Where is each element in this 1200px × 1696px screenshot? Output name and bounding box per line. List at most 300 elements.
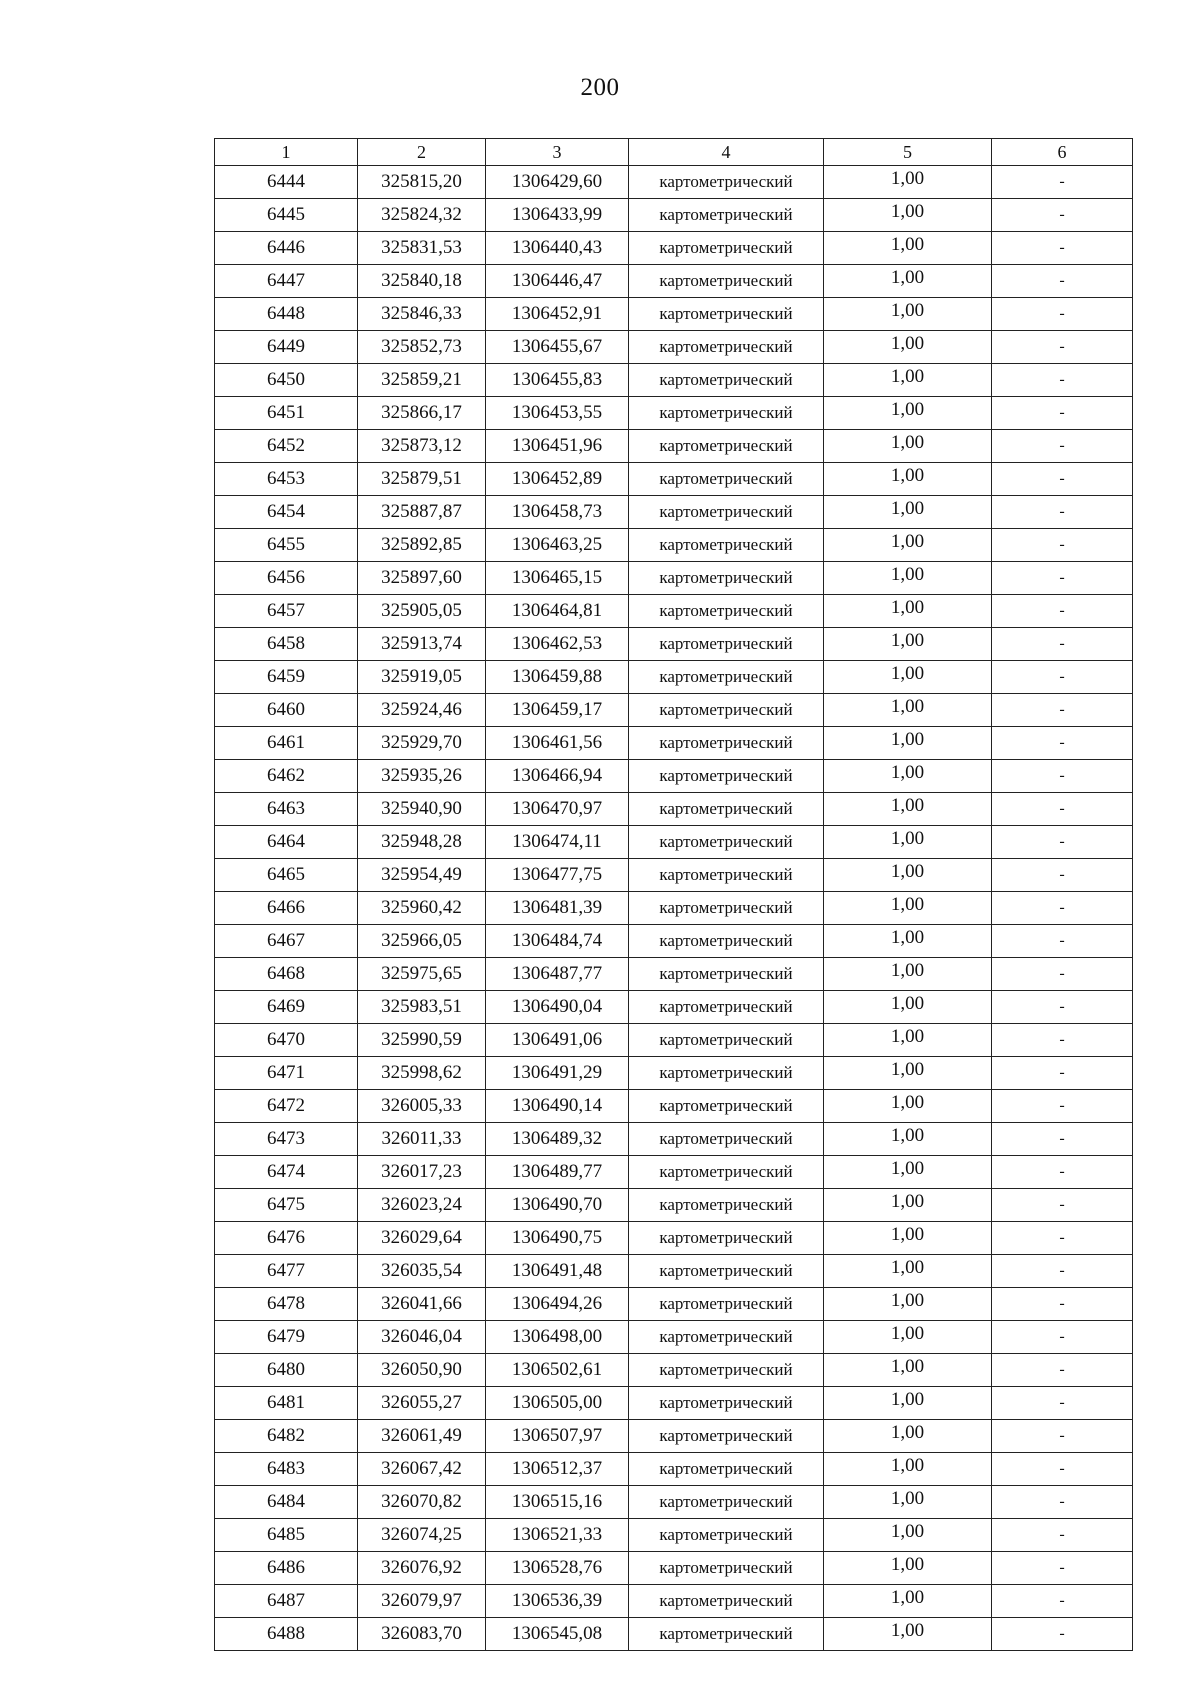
x-coordinate-cell: 325873,12: [358, 430, 486, 463]
y-coordinate-cell: 1306440,43: [486, 232, 629, 265]
point-number-cell: 6451: [215, 397, 358, 430]
extra-cell: -: [992, 1519, 1133, 1552]
y-coordinate-cell: 1306465,15: [486, 562, 629, 595]
method-cell: картометрический: [629, 1585, 824, 1618]
extra-cell: -: [992, 1189, 1133, 1222]
method-cell: картометрический: [629, 1420, 824, 1453]
table-row: [215, 793, 1133, 826]
accuracy-cell: 1,00: [824, 1321, 992, 1354]
accuracy-cell: 1,00: [824, 760, 992, 793]
method-cell: картометрический: [629, 331, 824, 364]
x-coordinate-cell: 326041,66: [358, 1288, 486, 1321]
extra-cell: -: [992, 364, 1133, 397]
accuracy-cell: 1,00: [824, 265, 992, 298]
y-coordinate-cell: 1306429,60: [486, 166, 629, 199]
accuracy-cell: 1,00: [824, 1123, 992, 1156]
method-cell: картометрический: [629, 463, 824, 496]
x-coordinate-cell: 326029,64: [358, 1222, 486, 1255]
method-cell: картометрический: [629, 694, 824, 727]
accuracy-cell: 1,00: [824, 595, 992, 628]
y-coordinate-cell: 1306463,25: [486, 529, 629, 562]
method-cell: картометрический: [629, 958, 824, 991]
table-row: [215, 529, 1133, 562]
x-coordinate-cell: 325846,33: [358, 298, 486, 331]
point-number-cell: 6474: [215, 1156, 358, 1189]
table-header: [215, 139, 1133, 166]
method-cell: картометрический: [629, 1024, 824, 1057]
x-coordinate-cell: 326035,54: [358, 1255, 486, 1288]
method-cell: картометрический: [629, 727, 824, 760]
y-coordinate-cell: 1306455,67: [486, 331, 629, 364]
accuracy-cell: 1,00: [824, 958, 992, 991]
method-cell: картометрический: [629, 1486, 824, 1519]
accuracy-cell: 1,00: [824, 1024, 992, 1057]
table-row: [215, 1387, 1133, 1420]
point-number-cell: 6447: [215, 265, 358, 298]
accuracy-cell: 1,00: [824, 397, 992, 430]
table-row: [215, 595, 1133, 628]
x-coordinate-cell: 325913,74: [358, 628, 486, 661]
method-cell: картометрический: [629, 1387, 824, 1420]
method-cell: картометрический: [629, 166, 824, 199]
point-number-cell: 6449: [215, 331, 358, 364]
point-number-cell: 6455: [215, 529, 358, 562]
extra-cell: -: [992, 628, 1133, 661]
y-coordinate-cell: 1306464,81: [486, 595, 629, 628]
point-number-cell: 6487: [215, 1585, 358, 1618]
table-row: [215, 925, 1133, 958]
x-coordinate-cell: 325859,21: [358, 364, 486, 397]
x-coordinate-cell: 326050,90: [358, 1354, 486, 1387]
table-row: [215, 496, 1133, 529]
method-cell: картометрический: [629, 793, 824, 826]
extra-cell: -: [992, 1156, 1133, 1189]
y-coordinate-cell: 1306470,97: [486, 793, 629, 826]
accuracy-cell: 1,00: [824, 529, 992, 562]
x-coordinate-cell: 325815,20: [358, 166, 486, 199]
accuracy-cell: 1,00: [824, 1189, 992, 1222]
accuracy-cell: 1,00: [824, 925, 992, 958]
table-row: [215, 199, 1133, 232]
x-coordinate-cell: 325990,59: [358, 1024, 486, 1057]
accuracy-cell: 1,00: [824, 1156, 992, 1189]
column-header-3: 3: [486, 139, 629, 166]
accuracy-cell: 1,00: [824, 1519, 992, 1552]
accuracy-cell: 1,00: [824, 1387, 992, 1420]
y-coordinate-cell: 1306490,14: [486, 1090, 629, 1123]
method-cell: картометрический: [629, 1123, 824, 1156]
x-coordinate-cell: 325924,46: [358, 694, 486, 727]
x-coordinate-cell: 326011,33: [358, 1123, 486, 1156]
x-coordinate-cell: 326055,27: [358, 1387, 486, 1420]
method-cell: картометрический: [629, 496, 824, 529]
table-row: [215, 958, 1133, 991]
y-coordinate-cell: 1306462,53: [486, 628, 629, 661]
y-coordinate-cell: 1306487,77: [486, 958, 629, 991]
point-number-cell: 6475: [215, 1189, 358, 1222]
accuracy-cell: 1,00: [824, 1354, 992, 1387]
extra-cell: -: [992, 1123, 1133, 1156]
table-row: [215, 694, 1133, 727]
accuracy-cell: 1,00: [824, 430, 992, 463]
y-coordinate-cell: 1306481,39: [486, 892, 629, 925]
x-coordinate-cell: 326083,70: [358, 1618, 486, 1651]
accuracy-cell: 1,00: [824, 1486, 992, 1519]
point-number-cell: 6478: [215, 1288, 358, 1321]
method-cell: картометрический: [629, 1255, 824, 1288]
x-coordinate-cell: 325954,49: [358, 859, 486, 892]
point-number-cell: 6458: [215, 628, 358, 661]
extra-cell: -: [992, 199, 1133, 232]
x-coordinate-cell: 325940,90: [358, 793, 486, 826]
y-coordinate-cell: 1306452,89: [486, 463, 629, 496]
y-coordinate-cell: 1306451,96: [486, 430, 629, 463]
table-row: [215, 430, 1133, 463]
method-cell: картометрический: [629, 595, 824, 628]
accuracy-cell: 1,00: [824, 1585, 992, 1618]
table-row: [215, 661, 1133, 694]
x-coordinate-cell: 325919,05: [358, 661, 486, 694]
method-cell: картометрический: [629, 1156, 824, 1189]
x-coordinate-cell: 326017,23: [358, 1156, 486, 1189]
point-number-cell: 6448: [215, 298, 358, 331]
table-row: [215, 562, 1133, 595]
method-cell: картометрический: [629, 1354, 824, 1387]
table-row: [215, 364, 1133, 397]
table-row: [215, 397, 1133, 430]
extra-cell: -: [992, 727, 1133, 760]
column-header-5: 5: [824, 139, 992, 166]
extra-cell: -: [992, 958, 1133, 991]
extra-cell: -: [992, 661, 1133, 694]
point-number-cell: 6483: [215, 1453, 358, 1486]
extra-cell: -: [992, 430, 1133, 463]
accuracy-cell: 1,00: [824, 694, 992, 727]
y-coordinate-cell: 1306491,29: [486, 1057, 629, 1090]
accuracy-cell: 1,00: [824, 1618, 992, 1651]
point-number-cell: 6453: [215, 463, 358, 496]
y-coordinate-cell: 1306453,55: [486, 397, 629, 430]
table-row: [215, 1024, 1133, 1057]
x-coordinate-cell: 325975,65: [358, 958, 486, 991]
x-coordinate-cell: 325983,51: [358, 991, 486, 1024]
extra-cell: -: [992, 793, 1133, 826]
method-cell: картометрический: [629, 760, 824, 793]
extra-cell: -: [992, 1090, 1133, 1123]
accuracy-cell: 1,00: [824, 859, 992, 892]
extra-cell: -: [992, 331, 1133, 364]
table-row: [215, 760, 1133, 793]
accuracy-cell: 1,00: [824, 1453, 992, 1486]
point-number-cell: 6445: [215, 199, 358, 232]
accuracy-cell: 1,00: [824, 661, 992, 694]
point-number-cell: 6477: [215, 1255, 358, 1288]
y-coordinate-cell: 1306521,33: [486, 1519, 629, 1552]
x-coordinate-cell: 325840,18: [358, 265, 486, 298]
x-coordinate-cell: 325966,05: [358, 925, 486, 958]
table-row: [215, 892, 1133, 925]
accuracy-cell: 1,00: [824, 298, 992, 331]
accuracy-cell: 1,00: [824, 826, 992, 859]
accuracy-cell: 1,00: [824, 1222, 992, 1255]
y-coordinate-cell: 1306490,70: [486, 1189, 629, 1222]
method-cell: картометрический: [629, 1552, 824, 1585]
extra-cell: -: [992, 397, 1133, 430]
table-row: [215, 859, 1133, 892]
extra-cell: -: [992, 562, 1133, 595]
extra-cell: -: [992, 925, 1133, 958]
column-header-6: 6: [992, 139, 1133, 166]
point-number-cell: 6464: [215, 826, 358, 859]
y-coordinate-cell: 1306502,61: [486, 1354, 629, 1387]
table-row: [215, 1222, 1133, 1255]
extra-cell: -: [992, 760, 1133, 793]
point-number-cell: 6460: [215, 694, 358, 727]
accuracy-cell: 1,00: [824, 727, 992, 760]
table-row: [215, 727, 1133, 760]
extra-cell: -: [992, 1552, 1133, 1585]
method-cell: картометрический: [629, 1090, 824, 1123]
method-cell: картометрический: [629, 1453, 824, 1486]
x-coordinate-cell: 325852,73: [358, 331, 486, 364]
x-coordinate-cell: 325892,85: [358, 529, 486, 562]
extra-cell: -: [992, 1618, 1133, 1651]
table-row: [215, 1123, 1133, 1156]
method-cell: картометрический: [629, 562, 824, 595]
x-coordinate-cell: 326046,04: [358, 1321, 486, 1354]
extra-cell: -: [992, 1453, 1133, 1486]
point-number-cell: 6446: [215, 232, 358, 265]
point-number-cell: 6450: [215, 364, 358, 397]
method-cell: картометрический: [629, 1618, 824, 1651]
extra-cell: -: [992, 595, 1133, 628]
y-coordinate-cell: 1306477,75: [486, 859, 629, 892]
point-number-cell: 6479: [215, 1321, 358, 1354]
method-cell: картометрический: [629, 1189, 824, 1222]
method-cell: картометрический: [629, 529, 824, 562]
accuracy-cell: 1,00: [824, 166, 992, 199]
table-row: [215, 1618, 1133, 1651]
table-row: [215, 1552, 1133, 1585]
x-coordinate-cell: 325831,53: [358, 232, 486, 265]
method-cell: картометрический: [629, 661, 824, 694]
accuracy-cell: 1,00: [824, 1420, 992, 1453]
table-row: [215, 1189, 1133, 1222]
x-coordinate-cell: 325879,51: [358, 463, 486, 496]
extra-cell: -: [992, 859, 1133, 892]
y-coordinate-cell: 1306446,47: [486, 265, 629, 298]
table-row: [215, 1420, 1133, 1453]
extra-cell: -: [992, 496, 1133, 529]
y-coordinate-cell: 1306536,39: [486, 1585, 629, 1618]
table-row: [215, 331, 1133, 364]
y-coordinate-cell: 1306484,74: [486, 925, 629, 958]
accuracy-cell: 1,00: [824, 199, 992, 232]
accuracy-cell: 1,00: [824, 1288, 992, 1321]
table-row: [215, 232, 1133, 265]
point-number-cell: 6470: [215, 1024, 358, 1057]
table-row: [215, 1057, 1133, 1090]
x-coordinate-cell: 325887,87: [358, 496, 486, 529]
extra-cell: -: [992, 529, 1133, 562]
extra-cell: -: [992, 298, 1133, 331]
x-coordinate-cell: 325948,28: [358, 826, 486, 859]
page-number: 200: [580, 74, 620, 101]
point-number-cell: 6459: [215, 661, 358, 694]
x-coordinate-cell: 325998,62: [358, 1057, 486, 1090]
point-number-cell: 6465: [215, 859, 358, 892]
point-number-cell: 6476: [215, 1222, 358, 1255]
method-cell: картометрический: [629, 925, 824, 958]
column-header-1: 1: [215, 139, 358, 166]
y-coordinate-cell: 1306433,99: [486, 199, 629, 232]
table-row: [215, 826, 1133, 859]
table-row: [215, 628, 1133, 661]
method-cell: картометрический: [629, 1519, 824, 1552]
accuracy-cell: 1,00: [824, 628, 992, 661]
column-header-2: 2: [358, 139, 486, 166]
table-row: [215, 1519, 1133, 1552]
method-cell: картометрический: [629, 397, 824, 430]
header-row: [215, 139, 1133, 166]
method-cell: картометрический: [629, 892, 824, 925]
table-row: [215, 1090, 1133, 1123]
accuracy-cell: 1,00: [824, 892, 992, 925]
point-number-cell: 6467: [215, 925, 358, 958]
point-number-cell: 6462: [215, 760, 358, 793]
y-coordinate-cell: 1306545,08: [486, 1618, 629, 1651]
y-coordinate-cell: 1306491,06: [486, 1024, 629, 1057]
point-number-cell: 6488: [215, 1618, 358, 1651]
extra-cell: -: [992, 1222, 1133, 1255]
method-cell: картометрический: [629, 628, 824, 661]
extra-cell: -: [992, 1387, 1133, 1420]
y-coordinate-cell: 1306459,17: [486, 694, 629, 727]
point-number-cell: 6444: [215, 166, 358, 199]
extra-cell: -: [992, 1585, 1133, 1618]
x-coordinate-cell: 326074,25: [358, 1519, 486, 1552]
accuracy-cell: 1,00: [824, 1090, 992, 1123]
accuracy-cell: 1,00: [824, 1552, 992, 1585]
x-coordinate-cell: 326023,24: [358, 1189, 486, 1222]
y-coordinate-cell: 1306507,97: [486, 1420, 629, 1453]
table-row: [215, 1486, 1133, 1519]
table-row: [215, 166, 1133, 199]
accuracy-cell: 1,00: [824, 463, 992, 496]
accuracy-cell: 1,00: [824, 331, 992, 364]
extra-cell: -: [992, 1024, 1133, 1057]
method-cell: картометрический: [629, 1057, 824, 1090]
coordinates-table: [214, 138, 1133, 1651]
point-number-cell: 6457: [215, 595, 358, 628]
y-coordinate-cell: 1306515,16: [486, 1486, 629, 1519]
x-coordinate-cell: 325935,26: [358, 760, 486, 793]
table-row: [215, 1321, 1133, 1354]
extra-cell: -: [992, 694, 1133, 727]
extra-cell: -: [992, 265, 1133, 298]
method-cell: картометрический: [629, 364, 824, 397]
point-number-cell: 6452: [215, 430, 358, 463]
table-row: [215, 298, 1133, 331]
point-number-cell: 6484: [215, 1486, 358, 1519]
y-coordinate-cell: 1306474,11: [486, 826, 629, 859]
y-coordinate-cell: 1306455,83: [486, 364, 629, 397]
y-coordinate-cell: 1306491,48: [486, 1255, 629, 1288]
point-number-cell: 6463: [215, 793, 358, 826]
method-cell: картометрический: [629, 859, 824, 892]
point-number-cell: 6469: [215, 991, 358, 1024]
table-row: [215, 265, 1133, 298]
y-coordinate-cell: 1306505,00: [486, 1387, 629, 1420]
method-cell: картометрический: [629, 199, 824, 232]
method-cell: картометрический: [629, 1288, 824, 1321]
accuracy-cell: 1,00: [824, 1057, 992, 1090]
x-coordinate-cell: 325960,42: [358, 892, 486, 925]
x-coordinate-cell: 326070,82: [358, 1486, 486, 1519]
table-row: [215, 1453, 1133, 1486]
table-row: [215, 463, 1133, 496]
point-number-cell: 6471: [215, 1057, 358, 1090]
y-coordinate-cell: 1306528,76: [486, 1552, 629, 1585]
y-coordinate-cell: 1306466,94: [486, 760, 629, 793]
method-cell: картометрический: [629, 826, 824, 859]
y-coordinate-cell: 1306489,77: [486, 1156, 629, 1189]
method-cell: картометрический: [629, 991, 824, 1024]
extra-cell: -: [992, 232, 1133, 265]
point-number-cell: 6480: [215, 1354, 358, 1387]
method-cell: картометрический: [629, 265, 824, 298]
extra-cell: -: [992, 1321, 1133, 1354]
table-row: [215, 1585, 1133, 1618]
accuracy-cell: 1,00: [824, 232, 992, 265]
y-coordinate-cell: 1306494,26: [486, 1288, 629, 1321]
x-coordinate-cell: 326005,33: [358, 1090, 486, 1123]
point-number-cell: 6468: [215, 958, 358, 991]
point-number-cell: 6454: [215, 496, 358, 529]
point-number-cell: 6472: [215, 1090, 358, 1123]
accuracy-cell: 1,00: [824, 562, 992, 595]
table-row: [215, 1255, 1133, 1288]
point-number-cell: 6486: [215, 1552, 358, 1585]
x-coordinate-cell: 325824,32: [358, 199, 486, 232]
point-number-cell: 6485: [215, 1519, 358, 1552]
extra-cell: -: [992, 991, 1133, 1024]
method-cell: картометрический: [629, 1321, 824, 1354]
point-number-cell: 6466: [215, 892, 358, 925]
extra-cell: -: [992, 463, 1133, 496]
point-number-cell: 6456: [215, 562, 358, 595]
x-coordinate-cell: 325866,17: [358, 397, 486, 430]
y-coordinate-cell: 1306490,75: [486, 1222, 629, 1255]
table-row: [215, 1288, 1133, 1321]
y-coordinate-cell: 1306512,37: [486, 1453, 629, 1486]
extra-cell: -: [992, 1420, 1133, 1453]
extra-cell: -: [992, 1288, 1133, 1321]
x-coordinate-cell: 326061,49: [358, 1420, 486, 1453]
x-coordinate-cell: 326067,42: [358, 1453, 486, 1486]
y-coordinate-cell: 1306490,04: [486, 991, 629, 1024]
extra-cell: -: [992, 826, 1133, 859]
x-coordinate-cell: 325905,05: [358, 595, 486, 628]
y-coordinate-cell: 1306461,56: [486, 727, 629, 760]
extra-cell: -: [992, 166, 1133, 199]
method-cell: картометрический: [629, 298, 824, 331]
y-coordinate-cell: 1306489,32: [486, 1123, 629, 1156]
table-row: [215, 1354, 1133, 1387]
extra-cell: -: [992, 1486, 1133, 1519]
x-coordinate-cell: 326079,97: [358, 1585, 486, 1618]
point-number-cell: 6482: [215, 1420, 358, 1453]
